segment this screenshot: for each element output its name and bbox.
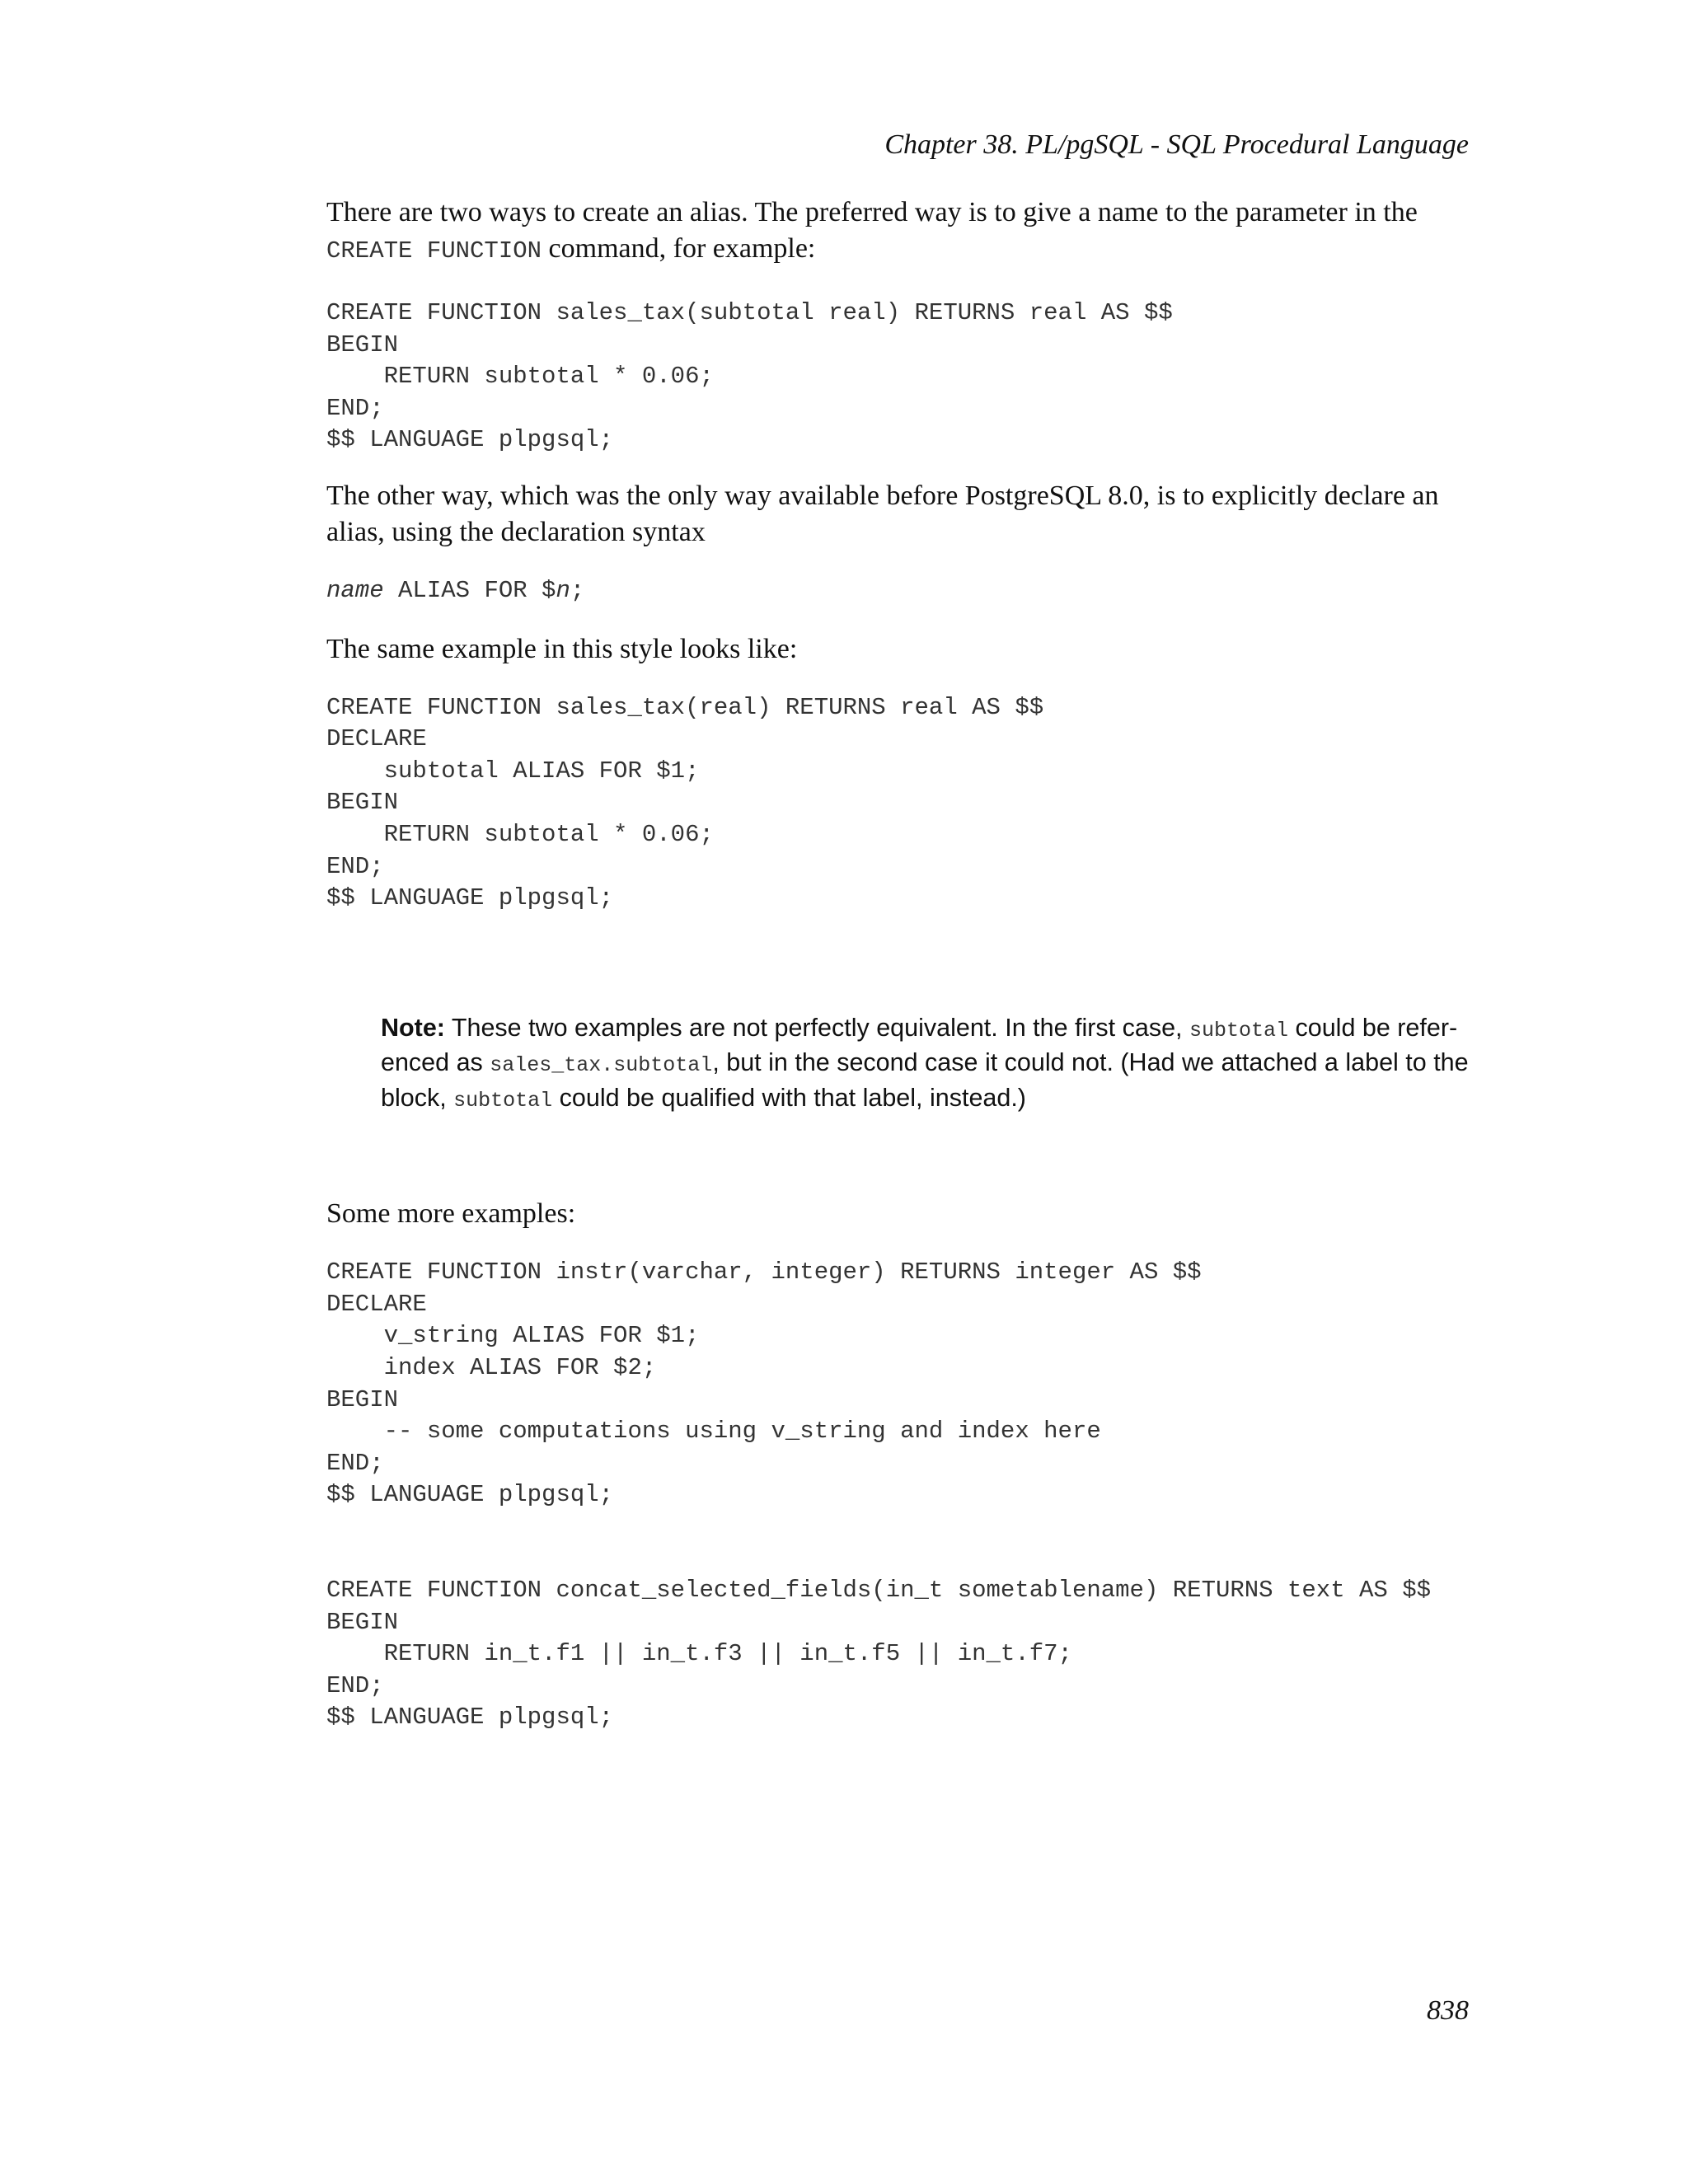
note-text: could be refer-enced as: [381, 1013, 1458, 1077]
code-line: RETURN subtotal * 0.06;: [326, 363, 714, 391]
inline-code-create-function: CREATE FUNCTION: [326, 237, 542, 265]
code-line: -- some computations using v_string and index here: [326, 1418, 1101, 1446]
code-line: $$ LANGUAGE plpgsql;: [326, 426, 614, 454]
paragraph-alias-intro: [326, 194, 1469, 269]
syntax-name-placeholder: name: [326, 576, 384, 604]
note-text: could be qualified with that label, instead.): [552, 1083, 1026, 1112]
code-line: CREATE FUNCTION concat_selected_fields(in_t sometablename) RETURNS text AS $$: [326, 1576, 1432, 1604]
syntax-line: [326, 575, 1469, 607]
code-line: $$ LANGUAGE plpgsql;: [326, 1704, 614, 1732]
code-line: BEGIN: [326, 1385, 399, 1413]
paragraph-more-examples: Some more examples:: [326, 1198, 576, 1230]
code-line: DECLARE: [326, 725, 427, 753]
inline-code-subtotal: subtotal: [453, 1088, 553, 1113]
code-line: RETURN subtotal * 0.06;: [326, 820, 714, 848]
page-number: 838: [1427, 1995, 1469, 2026]
code-line: CREATE FUNCTION sales_tax(subtotal real) RETURNS real AS $$: [326, 299, 1173, 326]
code-line: subtotal ALIAS FOR $1;: [326, 757, 700, 785]
syntax-alias-for: ALIAS FOR $: [383, 576, 556, 604]
note-label: Note:: [381, 1013, 445, 1042]
code-line: DECLARE: [326, 1290, 427, 1318]
syntax-n-placeholder: n: [556, 576, 570, 604]
code-block-concat-selected-fields: [326, 1575, 1469, 1734]
code-line: BEGIN: [326, 1608, 399, 1636]
inline-code-subtotal: subtotal: [1189, 1018, 1289, 1043]
alias-intro-text-end: command, for example:: [542, 233, 816, 264]
code-line: BEGIN: [326, 789, 399, 817]
code-line: END;: [326, 1671, 384, 1699]
note-text: , but in the second case it could not. (Had we attached a label to the block,: [381, 1048, 1469, 1112]
paragraph-other-way: The other way, which was the only way available before PostgreSQL 8.0, is to explicitly declare an alias, using the declaration syntax: [326, 480, 1439, 547]
paragraph-same-example: The same example in this style looks like:: [326, 633, 798, 664]
code-line: CREATE FUNCTION instr(varchar, integer) RETURNS integer AS $$: [326, 1258, 1202, 1286]
running-header: Chapter 38. PL/pgSQL - SQL Procedural Language: [884, 129, 1469, 160]
code-line: BEGIN: [326, 330, 399, 359]
code-block-sales-tax-named: [326, 298, 1469, 457]
note-block: [381, 1012, 1469, 1118]
note-text: These two examples are not perfectly equivalent. In the first case,: [444, 1013, 1189, 1042]
code-line: END;: [326, 394, 384, 422]
code-line: v_string ALIAS FOR $1;: [326, 1322, 700, 1350]
code-line: END;: [326, 1449, 384, 1477]
code-line: $$ LANGUAGE plpgsql;: [326, 1481, 614, 1509]
page-content: [326, 194, 1469, 1734]
code-block-sales-tax-alias: [326, 692, 1469, 915]
code-line: CREATE FUNCTION sales_tax(real) RETURNS real AS $$: [326, 693, 1044, 721]
alias-syntax-line: [326, 575, 1469, 607]
code-line: RETURN in_t.f1 || in_t.f3 || in_t.f5 || in_t.f7;: [326, 1640, 1072, 1668]
alias-intro-text: There are two ways to create an alias. The preferred way is to give a name to the parameter in the: [326, 197, 1418, 227]
code-line: END;: [326, 852, 384, 880]
code-line: $$ LANGUAGE plpgsql;: [326, 884, 614, 912]
code-block-instr: [326, 1257, 1469, 1511]
syntax-semicolon: ;: [570, 576, 585, 604]
code-line: index ALIAS FOR $2;: [326, 1354, 657, 1381]
inline-code-sales-tax-subtotal: sales_tax.subtotal: [490, 1053, 713, 1078]
